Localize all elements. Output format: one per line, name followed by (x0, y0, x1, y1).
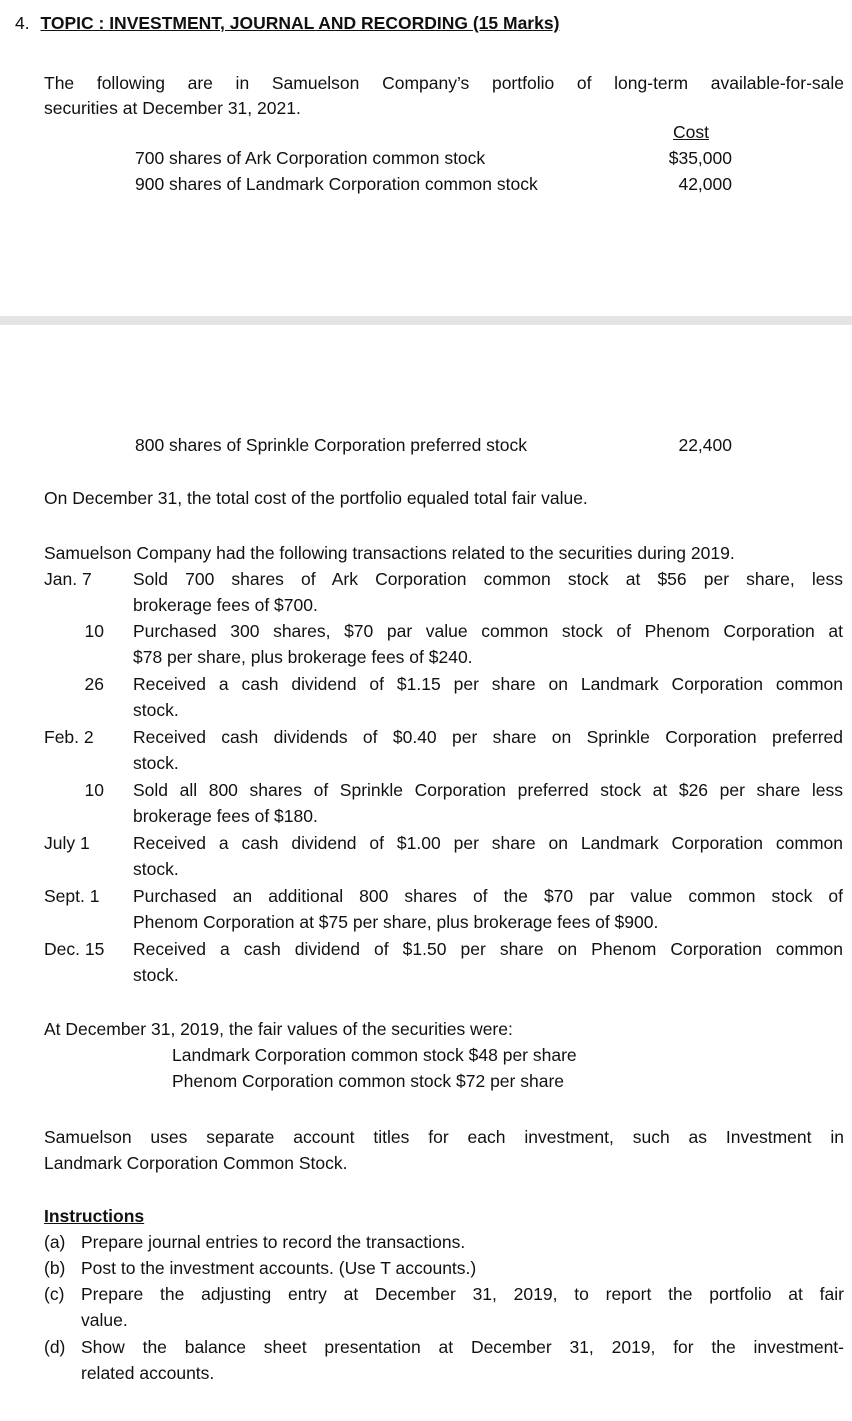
instruction-label: (b) (44, 1258, 66, 1278)
instruction-item (44, 1255, 844, 1281)
instruction-text: Show the balance sheet presentation at December 31, 2019, for the investment- (81, 1337, 844, 1357)
transaction-text (133, 671, 843, 723)
transaction-line: stock. (133, 859, 179, 879)
fair-values-intro: At December 31, 2019, the fair values of the securities were: (44, 1019, 513, 1039)
instruction-item (44, 1229, 844, 1255)
instruction-item (44, 1281, 844, 1307)
transaction-line: stock. (133, 753, 179, 773)
instruction-label: (c) (44, 1284, 65, 1304)
transaction-date: 10 (84, 621, 104, 641)
instruction-label: (a) (44, 1232, 66, 1252)
question-heading (15, 10, 559, 36)
transaction-line: Purchased 300 shares, $70 par value common stock of Phenom Corporation at (133, 621, 843, 641)
transaction-line: stock. (133, 965, 179, 985)
question-number: 4. (15, 13, 30, 33)
transaction-line: Received a cash dividend of $1.15 per share on Landmark Corporation common (133, 674, 843, 694)
instruction-text-continued: value. (81, 1310, 128, 1330)
instructions-title: Instructions (44, 1206, 145, 1226)
page-divider (0, 316, 852, 325)
instruction-text: Post to the investment accounts. (Use T accounts.) (81, 1258, 477, 1278)
transaction-line: Purchased an additional 800 shares of the $70 par value common stock of (133, 886, 843, 906)
fair-value-item: Landmark Corporation common stock $48 per share (172, 1045, 577, 1065)
transaction-line: Received cash dividends of $0.40 per share on Sprinkle Corporation preferred (133, 727, 843, 747)
transaction-date: 26 (84, 674, 104, 694)
portfolio-row-cost: 22,400 (678, 435, 732, 455)
transaction-line: Received a cash dividend of $1.50 per share on Phenom Corporation common (133, 939, 843, 959)
instruction-text-continued: related accounts. (81, 1363, 215, 1383)
transaction-text (133, 936, 843, 988)
portfolio-row-description: 700 shares of Ark Corporation common stock (135, 148, 486, 168)
portfolio-row-description: 900 shares of Landmark Corporation common stock (135, 174, 538, 194)
transaction-date: Jan. 7 (44, 569, 92, 589)
transaction-date: Feb. 2 (44, 727, 94, 747)
transaction-line: $78 per share, plus brokerage fees of $240. (133, 647, 473, 667)
instruction-text: Prepare the adjusting entry at December 31, 2019, to report the portfolio at fair (81, 1284, 844, 1304)
transaction-date: 10 (84, 780, 104, 800)
question-title: TOPIC : INVESTMENT, JOURNAL AND RECORDING (15 Marks) (40, 13, 560, 33)
transaction-line: stock. (133, 700, 179, 720)
transaction-text (133, 830, 843, 882)
transaction-line: Sold 700 shares of Ark Corporation common stock at $56 per share, less (133, 569, 843, 589)
instruction-text: Prepare journal entries to record the transactions. (81, 1232, 466, 1252)
transaction-text (133, 883, 843, 935)
transaction-text (133, 566, 843, 618)
portfolio-row-description: 800 shares of Sprinkle Corporation preferred stock (135, 435, 528, 455)
cost-header: Cost (673, 122, 709, 142)
intro-line-1: The following are in Samuelson Company’s portfolio of long-term available-for-sale (44, 73, 844, 93)
transaction-date: Dec. 15 (44, 939, 105, 959)
instruction-label: (d) (44, 1337, 66, 1357)
account-note-line-1: Samuelson uses separate account titles for each investment, such as Investment in (44, 1127, 844, 1147)
transaction-text (133, 777, 843, 829)
transaction-line: brokerage fees of $180. (133, 806, 318, 826)
transaction-line: Phenom Corporation at $75 per share, plus brokerage fees of $900. (133, 912, 659, 932)
transaction-date: Sept. 1 (44, 886, 100, 906)
transaction-text (133, 618, 843, 670)
transaction-line: brokerage fees of $700. (133, 595, 318, 615)
account-note-line-2: Landmark Corporation Common Stock. (44, 1153, 348, 1173)
intro-line-2: securities at December 31, 2021. (44, 98, 301, 118)
transaction-line: Received a cash dividend of $1.00 per share on Landmark Corporation common (133, 833, 843, 853)
transactions-intro: Samuelson Company had the following transactions related to the securities during 2019. (44, 543, 735, 563)
transaction-line: Sold all 800 shares of Sprinkle Corporation preferred stock at $26 per share less (133, 780, 843, 800)
portfolio-row-cost: 42,000 (678, 174, 732, 194)
transaction-date: July 1 (44, 833, 90, 853)
portfolio-row-cost: $35,000 (668, 148, 732, 168)
fair-value-item: Phenom Corporation common stock $72 per share (172, 1071, 565, 1091)
transaction-text (133, 724, 843, 776)
fair-value-note: On December 31, the total cost of the portfolio equaled total fair value. (44, 488, 588, 508)
instruction-item (44, 1334, 844, 1360)
